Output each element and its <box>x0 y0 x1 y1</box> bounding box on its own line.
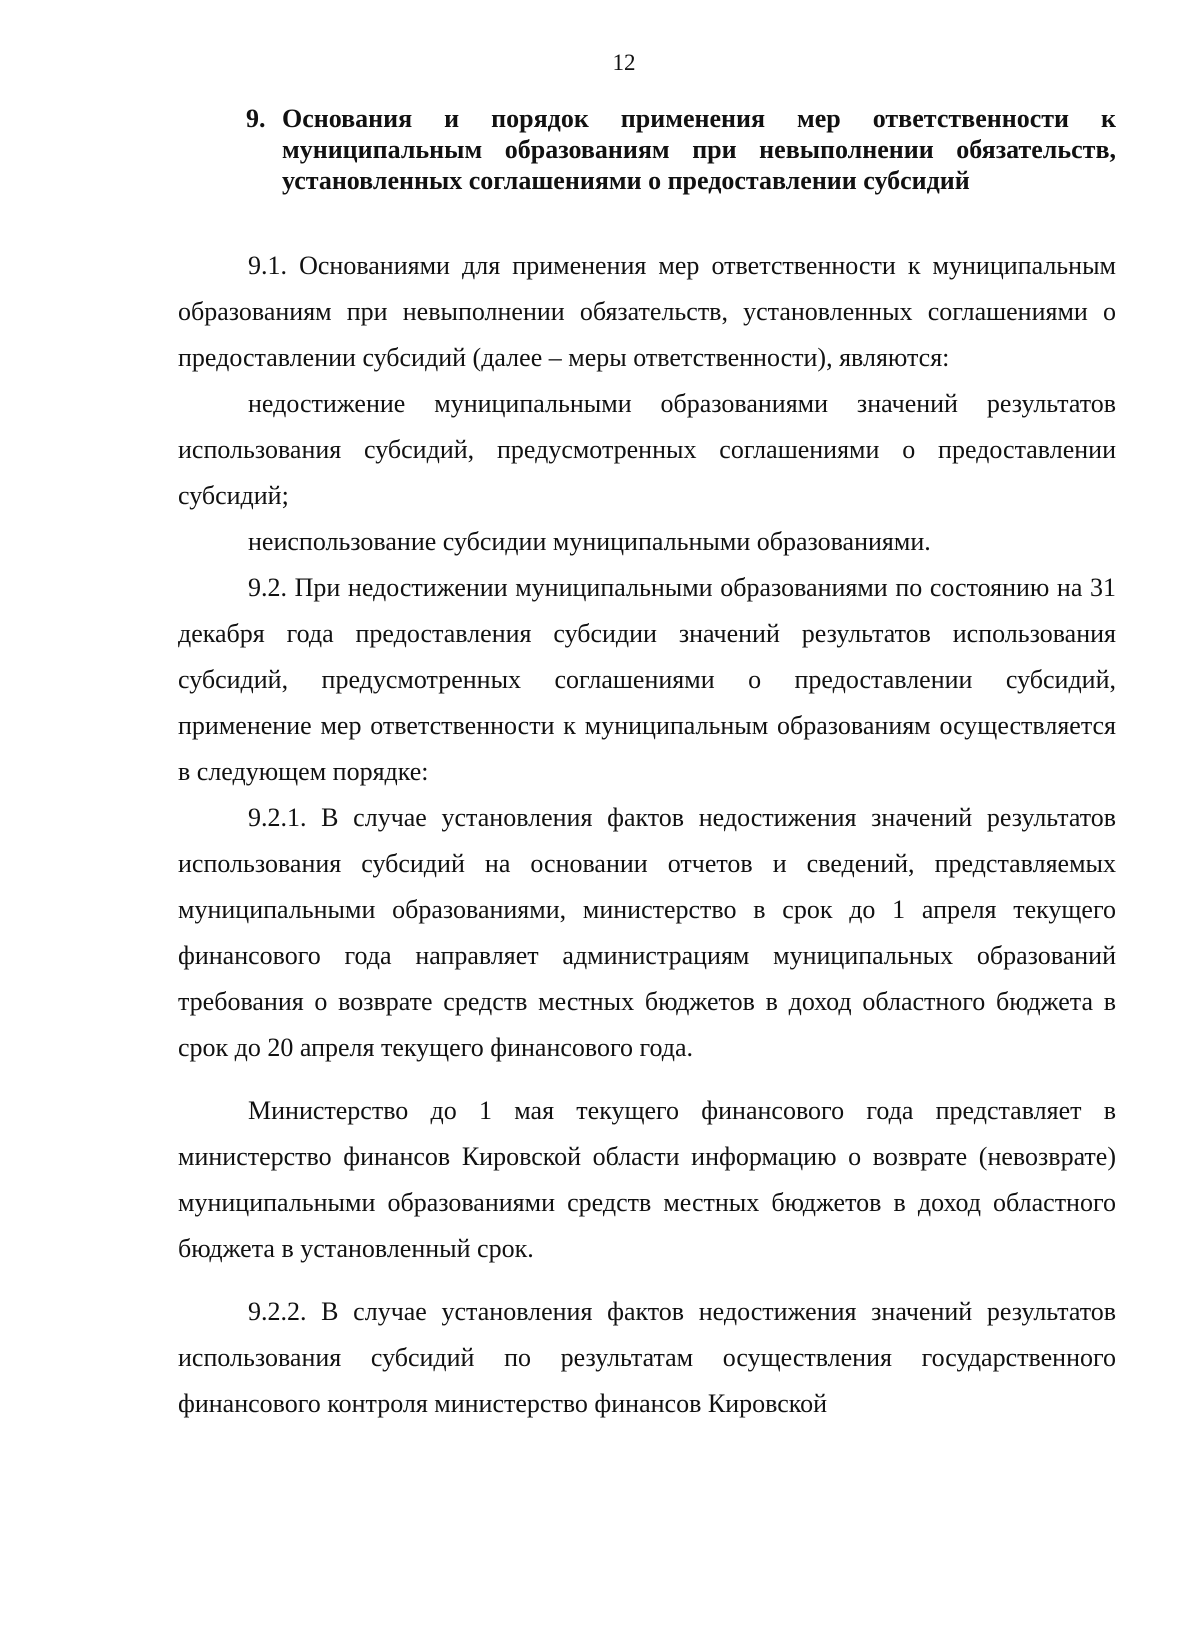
section-title: Основания и порядок применения мер ответственности к муниципальным образованиям при невыполнении обязательств, установленных соглашениями о предоставлении субсидий <box>282 104 1116 195</box>
paragraph-9-2: 9.2. При недостижении муниципальными образованиями по состоянию на 31 декабря года предоставления субсидии значений результатов использования субсидий, предусмотренных соглашениями о предоставлении субсидий, применение мер ответственности к муниципальным образованиям осуществляется в следующем порядке: <box>178 573 1116 786</box>
paragraph-9-1: 9.1. Основаниями для применения мер ответственности к муниципальным образованиям при невыполнении обязательств, установленных соглашениями о предоставлении субсидий (далее – меры ответственности), являются: <box>178 251 1116 372</box>
paragraph-9-2-2: 9.2.2. В случае установления фактов недостижения значений результатов использования субсидий по результатам осуществления государственного финансового контроля министерство финансов Кировской <box>178 1297 1116 1418</box>
paragraph-ministry-report: Министерство до 1 мая текущего финансового года представляет в министерство финансов Кировской области информацию о возврате (невозврате) муниципальными образованиями средств местных бюджетов в доход областного бюджета в установленный срок. <box>178 1096 1116 1263</box>
paragraph-9-2-1: 9.2.1. В случае установления фактов недостижения значений результатов использования субсидий на основании отчетов и сведений, представляемых муниципальными образованиями, министерство в срок до 1 апреля текущего финансового года направляет администрациям муниципальных образований требования о возврате средств местных бюджетов в доход областного бюджета в срок до 20 апреля текущего финансового года. <box>178 803 1116 1062</box>
document-body <box>178 243 1116 1427</box>
page-number: 12 <box>612 50 636 75</box>
section-heading <box>246 103 1116 196</box>
section-number: 9. <box>246 104 266 133</box>
paragraph-ground-1: недостижение муниципальными образованиями значений результатов использования субсидий, предусмотренных соглашениями о предоставлении субсидий; <box>178 389 1116 510</box>
paragraph-ground-2: неиспользование субсидии муниципальными образованиями. <box>248 527 931 556</box>
